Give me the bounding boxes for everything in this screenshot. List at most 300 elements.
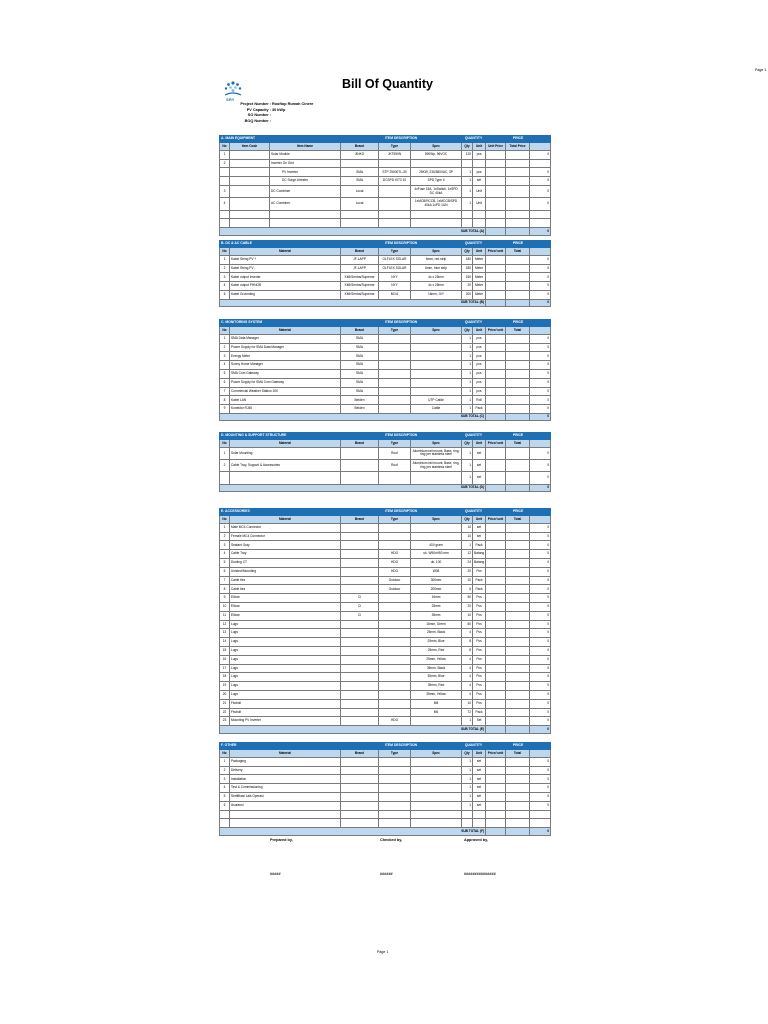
cell-item-name: Konektor RJ45 — [230, 405, 341, 414]
cell-no — [220, 168, 230, 177]
cell-item-name: Lugs — [230, 655, 341, 664]
cell-spec — [411, 801, 462, 810]
boq-section — [219, 432, 550, 492]
cell-unit-price — [486, 282, 506, 291]
section-header-row — [220, 241, 551, 248]
cell-brand — [341, 690, 379, 699]
cell-type — [379, 757, 411, 766]
cell-unit: pcs — [473, 352, 486, 361]
col-unit: Unit — [473, 248, 486, 255]
cell-qty: 200 — [462, 290, 473, 299]
cell-brand: SMA — [341, 177, 379, 186]
subtotal-label: SUB TOTAL (C) — [220, 413, 486, 420]
cell-item-name: Sertifikasi Laik Operasi — [230, 792, 341, 801]
cell-total: 0 — [530, 361, 551, 370]
cell-item-code — [230, 177, 270, 186]
cell-unit-price — [486, 447, 506, 459]
table-row — [220, 352, 551, 361]
cell-item-name: Lugs — [230, 638, 341, 647]
subtotal-value: 0 — [530, 726, 551, 733]
cell-no: 3 — [220, 352, 230, 361]
cell-type: HDG — [379, 717, 411, 726]
cell-unit-price — [486, 801, 506, 810]
cell-no — [220, 210, 230, 219]
cell-unit-price — [486, 810, 506, 819]
cell-total-price — [506, 472, 530, 484]
col-type: Type — [379, 248, 411, 255]
cell-brand — [341, 567, 379, 576]
cell-unit: pcs — [473, 387, 486, 396]
table-row — [220, 810, 551, 819]
cell-qty: 4 — [462, 655, 473, 664]
cell-unit: pcs — [473, 168, 486, 177]
table-row — [220, 602, 551, 611]
cell-brand — [341, 210, 379, 219]
col-spec: Spec — [411, 516, 462, 523]
cell-total-price — [506, 264, 530, 273]
cell-type — [379, 219, 411, 228]
cell-unit: set — [473, 177, 486, 186]
col-qty: Qty — [462, 143, 473, 150]
col-no: No — [220, 750, 230, 757]
table-row — [220, 460, 551, 472]
cell-item-code — [230, 168, 270, 177]
cell-unit: Pcs — [473, 594, 486, 603]
meta-row — [226, 119, 313, 125]
cell-unit: set — [473, 775, 486, 784]
cell-total-price — [506, 185, 530, 197]
cell-qty: 10 — [462, 523, 473, 532]
column-header-row — [220, 248, 551, 255]
cell-spec: M8 — [411, 699, 462, 708]
cell-qty: 1 — [462, 361, 473, 370]
boq-section — [219, 742, 550, 836]
cell-spec: 25KW, 230/380VAC, 3P — [411, 168, 462, 177]
cell-unit-price — [486, 405, 506, 414]
cell-qty: 1 — [462, 460, 473, 472]
col-total-price: Total — [506, 516, 530, 523]
column-header-row — [220, 143, 551, 150]
cell-spec: 4xFuse 15A, 1xSwitch, 1xSPD DC 40kA — [411, 185, 462, 197]
cell-no: 5 — [220, 792, 230, 801]
col-extra — [530, 516, 551, 523]
cell-brand — [341, 792, 379, 801]
cell-unit-price — [486, 472, 506, 484]
col-total-price: Total — [506, 327, 530, 334]
cell-no: 16 — [220, 655, 230, 664]
table-row — [220, 708, 551, 717]
cell-unit: Meter — [473, 264, 486, 273]
meta-value: Rooftop Rumah Cinere — [272, 102, 314, 106]
cell-spec: 25mm — [411, 602, 462, 611]
cell-item-name: Kabel LAN — [230, 396, 341, 405]
cell-unit-price — [486, 576, 506, 585]
section-header-row — [220, 320, 551, 327]
cell-spec: 35mm, Yellow — [411, 690, 462, 699]
cell-type: Roof — [379, 460, 411, 472]
cell-total: 0 — [530, 264, 551, 273]
cell-total-price — [506, 690, 530, 699]
cell-type — [379, 523, 411, 532]
cell-unit: Pcs — [473, 655, 486, 664]
subtotal-unit-price — [486, 726, 506, 733]
cell-qty: 1 — [462, 784, 473, 793]
boq-section — [219, 135, 550, 236]
subtotal-label: SUB TOTAL (D) — [220, 484, 486, 491]
cell-unit: Pack — [473, 541, 486, 550]
section-header-row — [220, 136, 551, 143]
boq-table — [219, 508, 551, 734]
cell-no: 1 — [220, 255, 230, 264]
cell-total — [530, 210, 551, 219]
cell-total: 0 — [530, 532, 551, 541]
cell-unit: Pcs — [473, 646, 486, 655]
cell-unit-price — [486, 541, 506, 550]
col-qty: Qty — [462, 516, 473, 523]
cell-unit: Pcs — [473, 629, 486, 638]
cell-qty: 1 — [462, 541, 473, 550]
page-number-top: Page 1 — [755, 68, 767, 72]
cell-no — [220, 177, 230, 186]
cell-total: 0 — [530, 273, 551, 282]
cell-unit: Pcs — [473, 638, 486, 647]
cell-brand — [341, 664, 379, 673]
cell-qty: 4 — [462, 629, 473, 638]
cell-unit: pcs — [473, 150, 486, 159]
table-row — [220, 185, 551, 197]
signature-title: Approved by, — [464, 838, 488, 842]
col-unit-price: Unit Price — [486, 143, 506, 150]
cell-item-name: DC Combiner — [270, 185, 341, 197]
cell-total-price — [506, 757, 530, 766]
cell-unit-price — [486, 264, 506, 273]
cell-total-price — [506, 708, 530, 717]
table-row — [220, 273, 551, 282]
col-unit-price: Price/ unit — [486, 440, 506, 447]
cell-item-name: Lugs — [230, 664, 341, 673]
col-unit: Unit — [473, 440, 486, 447]
subtotal-row — [220, 828, 551, 835]
col-no: No — [220, 143, 230, 150]
cell-total: 0 — [530, 708, 551, 717]
table-row — [220, 620, 551, 629]
cell-unit: set — [473, 801, 486, 810]
cell-total-price — [506, 620, 530, 629]
cell-no: 9 — [220, 405, 230, 414]
subtotal-row — [220, 299, 551, 306]
table-row — [220, 775, 551, 784]
cell-qty: 120 — [462, 150, 473, 159]
table-row — [220, 447, 551, 459]
cell-spec: 6mm, red strip — [411, 255, 462, 264]
cell-total: 0 — [530, 460, 551, 472]
table-row — [220, 664, 551, 673]
cell-total-price — [506, 447, 530, 459]
cell-unit-price — [486, 150, 506, 159]
table-row — [220, 159, 551, 168]
boq-table — [219, 135, 551, 236]
item-description-header: ITEM DESCRIPTION — [341, 743, 462, 750]
col-spec: Spec — [411, 248, 462, 255]
cell-type: BC/A — [379, 290, 411, 299]
cell-item-name: Fiwbolt — [230, 708, 341, 717]
cell-total: 0 — [530, 784, 551, 793]
cell-type — [379, 629, 411, 638]
cell-type — [379, 638, 411, 647]
cell-total: 0 — [530, 801, 551, 810]
cell-total-price — [506, 396, 530, 405]
cell-item-name: Energy Meter — [230, 352, 341, 361]
cell-total — [530, 819, 551, 828]
cell-total: 0 — [530, 369, 551, 378]
cell-no: 2 — [220, 460, 230, 472]
cell-unit-price — [486, 717, 506, 726]
cell-item-name: Test & Commissioning — [230, 784, 341, 793]
cell-unit-price — [486, 460, 506, 472]
col-spec: Spec — [411, 440, 462, 447]
cell-brand: Local — [341, 185, 379, 197]
cell-no: 6 — [220, 567, 230, 576]
cell-spec: uk. 100 — [411, 558, 462, 567]
cell-qty: 72 — [462, 708, 473, 717]
cell-unit-price — [486, 550, 506, 559]
cell-unit-price — [486, 655, 506, 664]
cell-brand — [341, 757, 379, 766]
project-meta — [226, 102, 313, 124]
cell-type: HDG — [379, 558, 411, 567]
column-header-row — [220, 516, 551, 523]
cell-qty: 4 — [462, 673, 473, 682]
table-row — [220, 177, 551, 186]
col-spec: Spec — [411, 327, 462, 334]
cell-total-price — [506, 646, 530, 655]
cell-no: 2 — [220, 343, 230, 352]
cell-brand — [341, 708, 379, 717]
cell-total: 0 — [530, 638, 551, 647]
cell-type: NYY — [379, 282, 411, 291]
cell-item-name: Kabel output PHNOB — [230, 282, 341, 291]
cell-qty: 8 — [462, 638, 473, 647]
cell-item-name — [230, 810, 341, 819]
cell-total-price — [506, 638, 530, 647]
meta-label: BOQ Number : — [244, 118, 271, 123]
cell-brand — [341, 766, 379, 775]
cell-total — [530, 219, 551, 228]
cell-spec: uk. W50xH50 mm — [411, 550, 462, 559]
table-row — [220, 784, 551, 793]
cell-spec: 4c x 25mm — [411, 282, 462, 291]
col-brand: Brand — [341, 143, 379, 150]
cell-spec: 35mm, Blue — [411, 673, 462, 682]
cell-qty — [462, 219, 473, 228]
cell-brand — [341, 460, 379, 472]
cell-spec: 25mm, Yellow — [411, 655, 462, 664]
cell-no: 12 — [220, 620, 230, 629]
col-extra — [530, 143, 551, 150]
cell-spec — [411, 387, 462, 396]
cell-total-price — [506, 792, 530, 801]
cell-item-name: Mounting PV Inverter — [230, 717, 341, 726]
cell-type: HDG — [379, 567, 411, 576]
cell-total-price — [506, 594, 530, 603]
cell-brand: KMI/Sentra/Supreme — [341, 290, 379, 299]
section-title: A. MAIN EQUIPMENT — [220, 136, 341, 143]
cell-total: 0 — [530, 352, 551, 361]
cell-qty: 180 — [462, 264, 473, 273]
cell-no: 10 — [220, 602, 230, 611]
cell-total: 0 — [530, 387, 551, 396]
col-type: Type — [379, 750, 411, 757]
cell-total-price — [506, 629, 530, 638]
cell-spec — [411, 378, 462, 387]
cell-brand: SMA — [341, 387, 379, 396]
cell-item-name: Lugs — [230, 629, 341, 638]
cell-qty: 12 — [462, 550, 473, 559]
cell-item-name — [270, 219, 341, 228]
cell-item-name: Delivery — [230, 766, 341, 775]
cell-no — [220, 819, 230, 828]
cell-spec: 35mm — [411, 611, 462, 620]
table-row — [220, 198, 551, 210]
subtotal-label: SUB TOTAL (A) — [220, 228, 486, 235]
cell-spec — [411, 472, 462, 484]
cell-unit — [473, 159, 486, 168]
cell-total-price — [506, 602, 530, 611]
section-header-row — [220, 433, 551, 440]
cell-total-price — [506, 810, 530, 819]
cell-type — [379, 664, 411, 673]
cell-brand — [341, 558, 379, 567]
cell-unit: Batang — [473, 558, 486, 567]
cell-no: 7 — [220, 387, 230, 396]
cell-unit-price — [486, 664, 506, 673]
cell-unit: pcs — [473, 343, 486, 352]
cell-item-name — [270, 210, 341, 219]
table-row — [220, 282, 551, 291]
cell-qty: 1 — [462, 801, 473, 810]
cell-unit: Set — [473, 717, 486, 726]
subtotal-total-price — [506, 413, 530, 420]
cell-item-name: Lugs — [230, 673, 341, 682]
table-row — [220, 594, 551, 603]
cell-unit: Pcs — [473, 567, 486, 576]
col-total-price: Total Price — [506, 143, 530, 150]
cell-total: 0 — [530, 282, 551, 291]
cell-unit: Unit — [473, 198, 486, 210]
cell-total-price — [506, 334, 530, 343]
cell-type — [379, 611, 411, 620]
cell-qty: 1 — [462, 757, 473, 766]
cell-type — [379, 369, 411, 378]
cell-type — [379, 655, 411, 664]
col-unit-price: Price/ unit — [486, 327, 506, 334]
cell-unit: pcs — [473, 361, 486, 370]
cell-unit-price — [486, 638, 506, 647]
table-row — [220, 673, 551, 682]
cell-unit: Roll — [473, 396, 486, 405]
subtotal-value: 0 — [530, 299, 551, 306]
col-unit-price: Price/ unit — [486, 248, 506, 255]
cell-item-name: AC Combiner — [270, 198, 341, 210]
cell-type — [379, 352, 411, 361]
table-row — [220, 396, 551, 405]
cell-brand — [341, 620, 379, 629]
cell-type: JKT590N — [379, 150, 411, 159]
table-row — [220, 567, 551, 576]
col-type: Type — [379, 516, 411, 523]
cell-item-name — [230, 819, 341, 828]
cell-total-price — [506, 550, 530, 559]
document-title: Bill Of Quantity — [342, 77, 433, 91]
cell-total-price — [506, 255, 530, 264]
col-no: No — [220, 440, 230, 447]
cell-no: 2 — [220, 264, 230, 273]
col-total-price: Total — [506, 750, 530, 757]
boq-table — [219, 742, 551, 836]
cell-unit-price — [486, 352, 506, 361]
cell-total: 0 — [530, 472, 551, 484]
cell-qty — [462, 210, 473, 219]
cell-brand — [341, 629, 379, 638]
cell-total-price — [506, 210, 530, 219]
cell-brand: Cl — [341, 611, 379, 620]
cell-type: DCSPD KIT3 10 — [379, 177, 411, 186]
boq-table — [219, 432, 551, 492]
cell-no: 3 — [220, 775, 230, 784]
subtotal-unit-price — [486, 228, 506, 235]
cell-brand — [341, 523, 379, 532]
cell-no: 4 — [220, 784, 230, 793]
cell-item-name: Female MC4 Connector — [230, 532, 341, 541]
cell-total-price — [506, 352, 530, 361]
cell-spec — [411, 352, 462, 361]
cell-spec: UTP Cat6e — [411, 396, 462, 405]
cell-unit-price — [486, 168, 506, 177]
cell-brand: Local — [341, 198, 379, 210]
cell-total-price — [506, 343, 530, 352]
cell-qty: 1 — [462, 168, 473, 177]
table-row — [220, 264, 551, 273]
cell-unit-price — [486, 290, 506, 299]
quantity-header: QUANTITY — [462, 743, 486, 750]
cell-no: 5 — [220, 290, 230, 299]
cell-no: 3 — [220, 541, 230, 550]
cell-item-name: Sunny Home Manager — [230, 361, 341, 370]
cell-spec: Aluminium rail mount, Base, ring, ring per stainless steel — [411, 447, 462, 459]
cell-unit: pcs — [473, 334, 486, 343]
meta-label: Project Number : — [240, 102, 271, 106]
cell-qty: 1 — [462, 405, 473, 414]
cell-unit-price — [486, 532, 506, 541]
cell-total: 0 — [530, 646, 551, 655]
section-title: B. DC & AC CABLE — [220, 241, 341, 248]
cell-type — [379, 472, 411, 484]
cell-brand: SMA — [341, 369, 379, 378]
cell-unit-price — [486, 334, 506, 343]
cell-item-name: Commercial Weather Station 200 — [230, 387, 341, 396]
cell-unit-price — [486, 273, 506, 282]
cell-unit — [473, 810, 486, 819]
cell-unit-price — [486, 378, 506, 387]
cell-total-price — [506, 576, 530, 585]
cell-spec — [411, 523, 462, 532]
table-row — [220, 690, 551, 699]
item-description-header: ITEM DESCRIPTION — [341, 433, 462, 440]
cell-total-price — [506, 387, 530, 396]
section-title: F. OTHER — [220, 743, 341, 750]
cell-spec: 35mm, Black — [411, 664, 462, 673]
cell-no: 21 — [220, 699, 230, 708]
